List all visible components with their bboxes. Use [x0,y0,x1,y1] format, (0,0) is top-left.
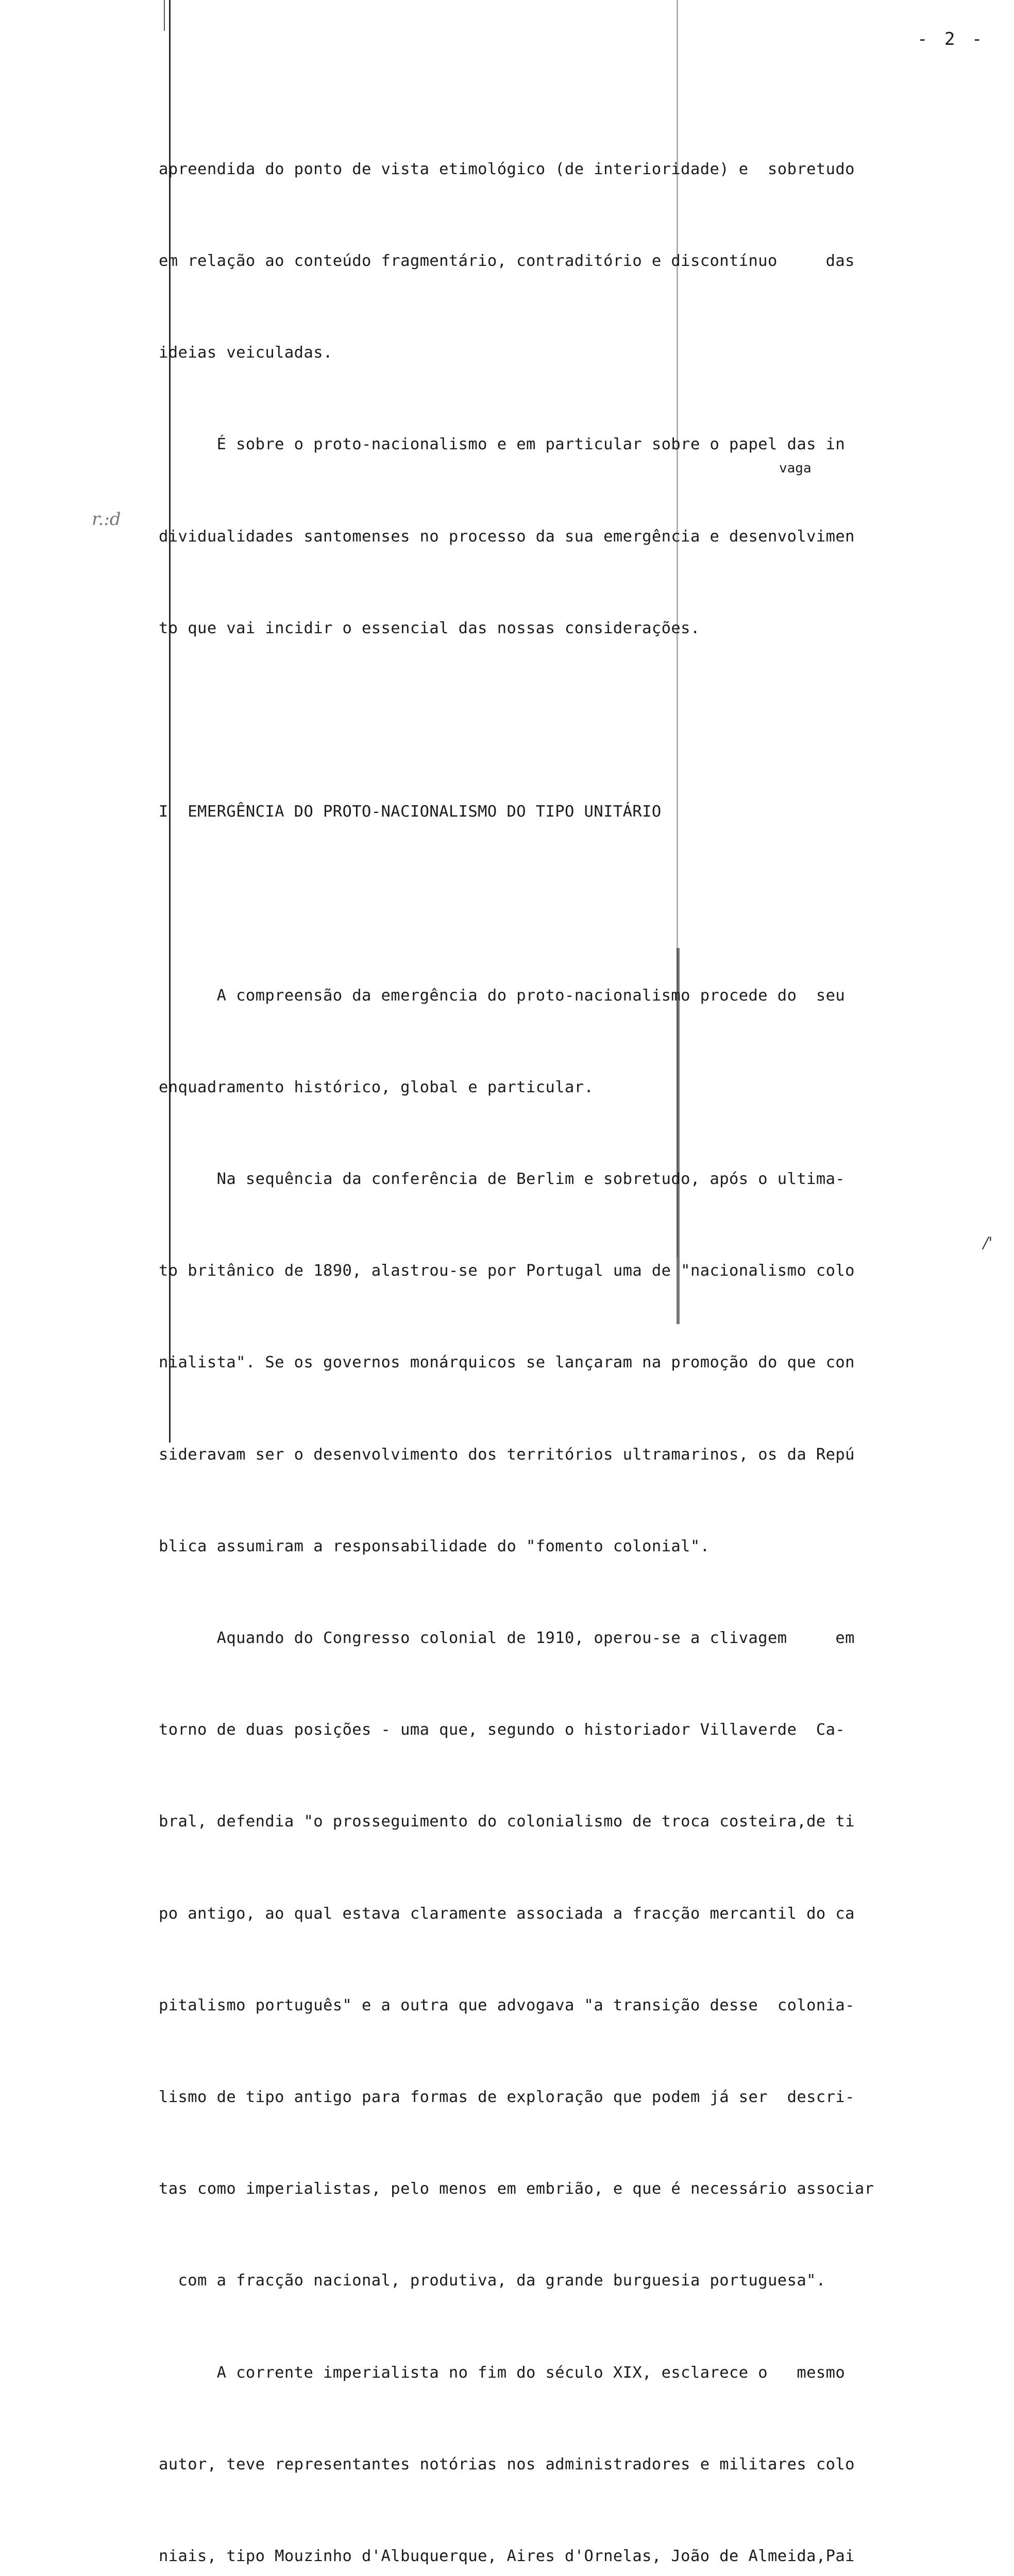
text-line: blica assumiram a responsabilidade do "fomento colonial". [159,1537,710,1555]
top-margin-rule [164,0,165,31]
body-text [159,93,1004,2576]
text-line: com a fracção nacional, produtiva, da grande burguesia portuguesa". [159,2272,826,2290]
interlinear-insertion: vaga [779,461,812,476]
text-line: autor, teve representantes notórias nos administradores e militares colo [159,2455,855,2473]
blank-line [159,705,1004,735]
text-line: tas como imperialistas, pelo menos em embrião, e que é necessário associar [159,2180,874,2198]
text-line: ideias veiculadas. [159,344,333,362]
text-line: to que vai incidir o essencial das nossas considerações. [159,619,700,637]
page-number: - 2 - [917,29,986,49]
text-line: dividualidades santomenses no processo da sua emergência e desenvolvimen [159,527,855,546]
text-line: lismo de tipo antigo para formas de exploração que podem já ser descri- [159,2088,855,2107]
text-line: pitalismo português" e a outra que advogava "a transição desse colonia- [159,1996,855,2014]
text-line: niais, tipo Mouzinho d'Albuquerque, Aires d'Ornelas, João de Almeida,Pai [159,2547,855,2566]
text-line: to britânico de 1890, alastrou-se por Portugal uma de "nacionalismo colo [159,1262,855,1280]
blank-line [159,888,1004,919]
text-line: Aquando do Congresso colonial de 1910, operou-se a clivagem em [159,1629,855,1648]
margin-tick-mark: /' [983,1234,993,1252]
text-line: torno de duas posições - uma que, segundo o historiador Villaverde Ca- [159,1721,846,1739]
text-line: apreendida do ponto de vista etimológico (de interioridade) e sobretudo [159,160,855,178]
text-line: em relação ao conteúdo fragmentário, contraditório e discontínuo das [159,252,855,270]
text-line: É sobre o proto-nacionalismo e em particular sobre o papel das in [159,435,846,454]
text-line: A corrente imperialista no fim do século XIX, esclarece o mesmo [159,2363,846,2382]
margin-annotation: r.:d [92,509,121,530]
text-line: nialista". Se os governos monárquicos se lançaram na promoção do que con [159,1353,855,1372]
text-line: A compreensão da emergência do proto-nacionalismo procede do seu [159,986,846,1005]
text-line: enquadramento histórico, global e particular. [159,1078,594,1096]
text-line: sideravam ser o desenvolvimento dos territórios ultramarinos, os da Repú [159,1445,855,1464]
text-line: Na sequência da conferência de Berlim e sobretudo, após o ultima- [159,1170,846,1189]
text-line: bral, defendia "o prosseguimento do colonialismo de troca costeira,de ti [159,1812,855,1831]
text-line: po antigo, ao qual estava claramente associada a fracção mercantil do ca [159,1904,855,1923]
section-heading: I EMERGÊNCIA DO PROTO-NACIONALISMO DO TIPO UNITÁRIO [159,803,662,821]
